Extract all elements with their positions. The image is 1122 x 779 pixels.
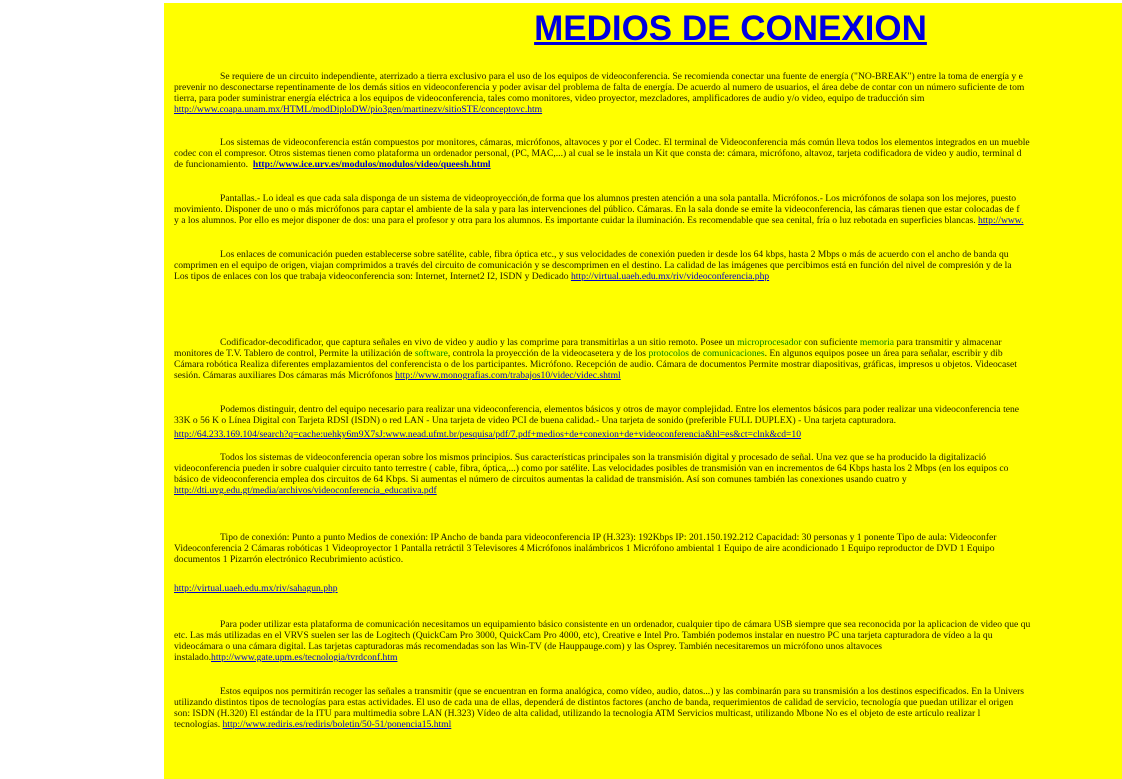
paragraph-signal-technologies	[174, 686, 1122, 730]
source-link[interactable]: http://www.ice.urv.es/modulos/modulos/video/queesh.html	[252, 159, 491, 170]
paragraph-line: Todos los sistemas de videoconferencia operan sobre los mismos principios. Sus características principales son la transmisión digital y procesado de señal. Una vez que se ha producido la digitalizació	[220, 452, 987, 463]
paragraph-line: videocámara o una cámara digital. Las tarjetas capturadoras más recomendadas son las Win-TV (de Hauppauge.com) y las Osprey. También necesitaremos un micrófono unos altavoces	[174, 641, 883, 652]
paragraph-codec	[174, 337, 1122, 381]
text-run: . En algunos equipos posee un área para señalar, escribir y dib	[764, 348, 1003, 359]
paragraph-line: utilizando distintos tipos de tecnologías para estas actividades. El uso de cada una de ellas, dependerá de distintos factores (ancho de banda, requerimientos de calidad de servicio, tecnología que puedan utilizar el origen	[174, 697, 1014, 708]
source-link[interactable]: http://www.monografias.com/trabajos10/videc/videc.shtml	[395, 370, 621, 381]
paragraph-power-supply	[174, 71, 1122, 115]
memory-link[interactable]: memoria	[859, 337, 894, 348]
paragraph-line: y a los alumnos. Por ello es mejor disponer de dos: una para el profesor y otra para los alumnos. Es importante cuidar la iluminación. Es recomendable que sea cenital, fría o luz rebotada en superficies blancas.	[174, 215, 976, 226]
paragraph-line: 33K o 56 K o Línea Digital con Tarjeta RDSI (ISDN) o red LAN - Una tarjeta de video PCI de buena calidad.- Una tarjeta de sonido (preferible FULL DUPLEX) - Una tarjeta capturadora.	[174, 415, 897, 426]
paragraph-line: sesión. Cámaras auxiliares Dos cámaras más Micrófonos	[174, 370, 393, 381]
source-link[interactable]: http://www.coapa.unam.mx/HTML/modDiploDW/pio3gen/martinezv/sitioSTE/conceptovc.htm	[174, 104, 543, 115]
microprocessor-link[interactable]: microprocesador	[737, 337, 802, 348]
paragraph-communication-links	[174, 249, 1122, 282]
paragraph-line: comprimen en el equipo de origen, viajan comprimidos a través del circuito de comunicación y se descomprimen en el destino. La calidad de las imágenes que percibimos está en función del nivel de compresión y de la	[174, 260, 1012, 271]
page-body	[164, 3, 1122, 779]
paragraph-line: son: ISDN (H.320) El estándar de la ITU para multimedia sobre LAN (H.323) Vídeo de alta calidad, utilizando la tecnología ATM Servicios multicast, utilizando Mbone No es el objeto de este artículo realizar l	[174, 708, 981, 719]
paragraph-line: Se requiere de un circuito independiente, aterrizado a tierra exclusivo para el uso de los equipos de videoconferencia. Se recomienda conectar una fuente de energía ("NO-BREAK") entre la toma de energía y e	[220, 71, 1023, 82]
paragraph-line: tecnologías.	[174, 719, 221, 730]
source-link[interactable]: http://virtual.uaeh.edu.mx/riv/videoconferencia.php	[570, 271, 770, 282]
source-link[interactable]: http://www.rediris.es/rediris/boletin/50-51/ponencia15.html	[222, 719, 452, 730]
paragraph-room-equipment	[174, 193, 1122, 226]
paragraph-line: Estos equipos nos permitirán recoger las señales a transmitir (que se encuentran en forma analógica, como vídeo, audio, datos...) y las combinarán para su transmisión a los destinos especificados. En la Univers	[220, 686, 1025, 697]
text-run: monitores de T.V. Tablero de control, Permite la utilización de	[174, 348, 415, 359]
paragraph-line: Videoconferencia 2 Cámaras robóticas 1 Videoproyector 1 Pantalla retráctil 3 Televisores 4 Micrófonos inalámbricos 1 Micrófono ambiental 1 Equipo de aire acondicionado 1 Equipo reproductor de DVD 1 Equipo	[174, 543, 995, 554]
source-link[interactable]: http://64.233.169.104/search?q=cache:uehky6m9X7sJ:www.nead.ufmt.br/pesquisa/pdf/7.pdf+medios+de+conexion+de+videoconferencia&hl=es&ct=clnk&cd=10	[174, 429, 802, 440]
paragraph-line: Para poder utilizar esta plataforma de comunicación necesitamos un equipamiento básico consistente en un ordenador, cualquier tipo de cámara USB siempre que sea reconocida por la aplicacion de video que qu	[220, 619, 1031, 630]
text-run: de	[688, 348, 703, 359]
source-link[interactable]: http://www.	[978, 215, 1024, 226]
paragraph-line: prevenir no desconectarse repentinamente de los demás sitios en videoconferencia y poder avisar del problema de falta de energía. De acuerdo al numero de usuarios, el área debe de contar con un número suficiente de tom	[174, 82, 1025, 93]
paragraph-line: Pantallas.- Lo ideal es que cada sala disponga de un sistema de videoproyección,de forma que los alumnos presten atención a una sola pantalla. Micrófonos.- Los micrófonos de solapa son los mejores, puesto	[220, 193, 1017, 204]
source-link[interactable]: http://virtual.uaeh.edu.mx/riv/sahagun.php	[174, 583, 338, 594]
paragraph-connection-type	[174, 532, 1122, 594]
paragraph-line: documentos 1 Pizarrón electrónico Recubrimiento acústico.	[174, 554, 404, 565]
paragraph-line: movimiento. Disponer de uno o más micrófonos para captar el ambiente de la sala y para las intervenciones del público. Cámaras. En la sala donde se emite la videoconferencia, las cámaras tienen que estar colocadas de f	[174, 204, 1020, 215]
paragraph-line: instalado.	[174, 652, 212, 663]
text-run: Codificador-decodificador, que captura señales en vivo de video y audio y las comprime para transmitirlas a un sitio remoto. Posee un	[220, 337, 738, 348]
paragraph-digital-transmission	[174, 452, 1122, 496]
page-title: MEDIOS DE CONEXION	[534, 9, 927, 48]
paragraph-platform-equipment	[174, 619, 1122, 663]
paragraph-line: Los enlaces de comunicación pueden establecerse sobre satélite, cable, fibra óptica etc., y sus velocidades de conexión pueden ir desde los 64 kbps, hasta 2 Mbps o más de acuerdo con el ancho de banda qu	[220, 249, 1009, 260]
paragraph-line: tierra, para poder suministrar energía eléctrica a los equipos de videoconferencia, tales como monitores, video proyector, mezcladores, amplificadores de audio y/o video, equipo de traducción sim	[174, 93, 925, 104]
paragraph-system-components	[174, 137, 1122, 170]
paragraph-basic-elements	[174, 404, 1122, 440]
paragraph-line: Los tipos de enlaces con los que trabaja videoconferencia son: Internet, Internet2 I2, ISDN y Dedicado	[174, 271, 569, 282]
text-run: con suficiente	[801, 337, 860, 348]
text-run: para transmitir y almacenar	[894, 337, 1002, 348]
source-link[interactable]: http://www.gate.upm.es/tecnologia/tvrdconf.htm	[211, 652, 398, 663]
paragraph-line: de funcionamiento.	[174, 159, 249, 170]
paragraph-line: etc. Las más utilizadas en el VRVS suelen ser las de Logitech (QuickCam Pro 3000, QuickCam Pro 4000, etc), Creative e Intel Pro. También podemos instalar en nuestro PC una tarjeta capturadora de vídeo a la qu	[174, 630, 993, 641]
paragraph-line: Podemos distinguir, dentro del equipo necesario para realizar una videoconferencia, elementos básicos y otros de mayor complejidad. Entre los elementos básicos para poder realizar una videoconferencia tene	[220, 404, 1020, 415]
paragraph-line: videoconferencia pueden ir sobre cualquier circuito tanto terrestre ( cable, fibra, óptica,...) como por satélite. Las velocidades posibles de transmisión van en incrementos de 64 Kbps hasta los 2 Mbps (en los equipos co	[174, 463, 1009, 474]
paragraph-line: Los sistemas de videoconferencia están compuestos por monitores, cámaras, micrófonos, altavoces y por el Codec. El terminal de Videoconferencia más común lleva todos los elementos integrados en un mueble	[220, 137, 1030, 148]
paragraph-line: codec con el compresor. Otros sistemas tienen como plataforma un ordenador personal, (PC, MAC,...) al cual se le instala un Kit que consta de: cámara, micrófono, altavoz, tarjeta codificadora de video y audio, terminal d	[174, 148, 1022, 159]
source-link[interactable]: http://dti.uvg.edu.gt/media/archivos/videoconferencia_educativa.pdf	[174, 485, 437, 496]
protocols-link[interactable]: protocolos	[648, 348, 689, 359]
paragraph-line: Tipo de conexión: Punto a punto Medios de conexión: IP Ancho de banda para videoconferencia IP (H.323): 192Kbps IP: 201.150.192.212 Capacidad: 30 personas y 1 ponente Tipo de aula: Videoconfer	[220, 532, 997, 543]
paragraph-line: básico de videoconferencia emplea dos circuitos de 64 Kbps. Si aumentas el número de circuitos aumentas la calidad de transmisión. Así son comunes también las conexiones usando cuatro y	[174, 474, 907, 485]
text-run: , controla la proyección de la videocasetera y de los	[447, 348, 649, 359]
communications-link[interactable]: comunicaciones	[702, 348, 765, 359]
paragraph-line: Cámara robótica Realiza diferentes emplazamientos del conferencista o de los participantes. Micrófono. Recepción de audio. Cámara de documentos Permite mostrar diapositivas, gráficas, impresos u objetos. Videocaset	[174, 359, 1017, 370]
software-link[interactable]: software	[414, 348, 448, 359]
